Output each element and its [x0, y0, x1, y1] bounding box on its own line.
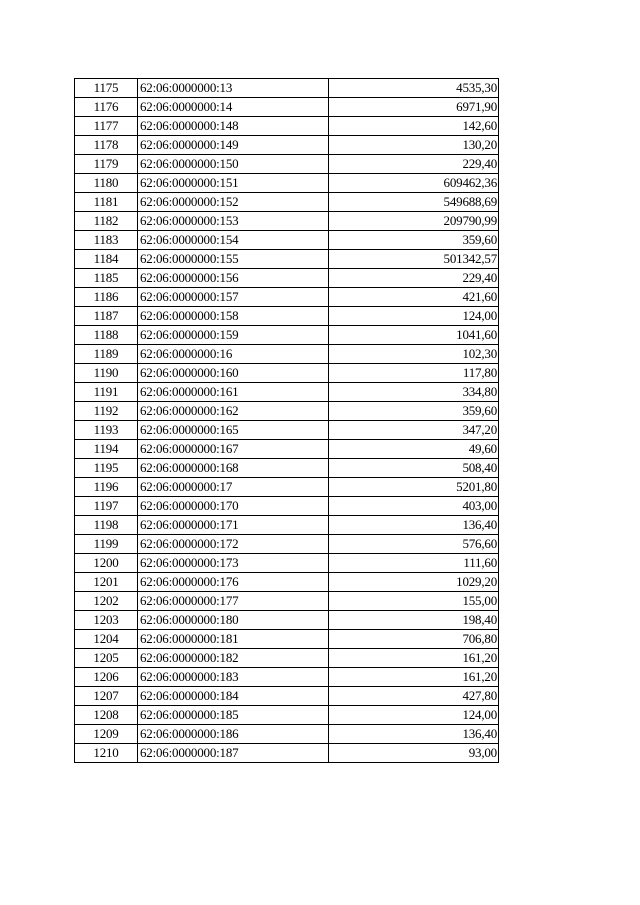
cadastral-number-cell: 62:06:0000000:152	[138, 193, 329, 212]
row-number-cell: 1189	[75, 345, 138, 364]
value-cell: 117,80	[329, 364, 499, 383]
table-row	[75, 744, 499, 763]
cadastral-number-cell: 62:06:0000000:153	[138, 212, 329, 231]
value-cell: 576,60	[329, 535, 499, 554]
value-cell: 111,60	[329, 554, 499, 573]
cadastral-number-cell: 62:06:0000000:150	[138, 155, 329, 174]
cadastral-number-cell: 62:06:0000000:177	[138, 592, 329, 611]
cadastral-number-cell: 62:06:0000000:186	[138, 725, 329, 744]
table-row	[75, 459, 499, 478]
row-number-cell: 1202	[75, 592, 138, 611]
value-cell: 5201,80	[329, 478, 499, 497]
table-row	[75, 421, 499, 440]
value-cell: 49,60	[329, 440, 499, 459]
cadastral-number-cell: 62:06:0000000:151	[138, 174, 329, 193]
value-cell: 229,40	[329, 155, 499, 174]
cadastral-number-cell: 62:06:0000000:176	[138, 573, 329, 592]
table-row	[75, 630, 499, 649]
table-row	[75, 592, 499, 611]
cadastral-number-cell: 62:06:0000000:167	[138, 440, 329, 459]
row-number-cell: 1191	[75, 383, 138, 402]
table-row	[75, 212, 499, 231]
cadastral-number-cell: 62:06:0000000:158	[138, 307, 329, 326]
cadastral-number-cell: 62:06:0000000:16	[138, 345, 329, 364]
table-row	[75, 649, 499, 668]
table-row	[75, 497, 499, 516]
table-row	[75, 193, 499, 212]
cadastral-number-cell: 62:06:0000000:185	[138, 706, 329, 725]
value-cell: 427,80	[329, 687, 499, 706]
row-number-cell: 1187	[75, 307, 138, 326]
row-number-cell: 1203	[75, 611, 138, 630]
cadastral-number-cell: 62:06:0000000:182	[138, 649, 329, 668]
row-number-cell: 1206	[75, 668, 138, 687]
value-cell: 198,40	[329, 611, 499, 630]
table-row	[75, 687, 499, 706]
row-number-cell: 1201	[75, 573, 138, 592]
cadastral-number-cell: 62:06:0000000:180	[138, 611, 329, 630]
table-row	[75, 383, 499, 402]
row-number-cell: 1178	[75, 136, 138, 155]
cadastral-number-cell: 62:06:0000000:183	[138, 668, 329, 687]
table-body	[75, 79, 499, 763]
row-number-cell: 1181	[75, 193, 138, 212]
table-row	[75, 117, 499, 136]
cadastral-number-cell: 62:06:0000000:155	[138, 250, 329, 269]
table-row	[75, 307, 499, 326]
table-row	[75, 706, 499, 725]
value-cell: 421,60	[329, 288, 499, 307]
value-cell: 142,60	[329, 117, 499, 136]
cadastral-number-cell: 62:06:0000000:170	[138, 497, 329, 516]
value-cell: 161,20	[329, 668, 499, 687]
cadastral-number-cell: 62:06:0000000:149	[138, 136, 329, 155]
row-number-cell: 1205	[75, 649, 138, 668]
value-cell: 4535,30	[329, 79, 499, 98]
value-cell: 124,00	[329, 307, 499, 326]
table-row	[75, 611, 499, 630]
row-number-cell: 1183	[75, 231, 138, 250]
cadastral-number-cell: 62:06:0000000:184	[138, 687, 329, 706]
row-number-cell: 1208	[75, 706, 138, 725]
value-cell: 508,40	[329, 459, 499, 478]
cadastral-number-cell: 62:06:0000000:159	[138, 326, 329, 345]
table-row	[75, 402, 499, 421]
row-number-cell: 1210	[75, 744, 138, 763]
row-number-cell: 1195	[75, 459, 138, 478]
table-row	[75, 440, 499, 459]
table-row	[75, 250, 499, 269]
value-cell: 609462,36	[329, 174, 499, 193]
row-number-cell: 1180	[75, 174, 138, 193]
value-cell: 93,00	[329, 744, 499, 763]
cadastral-number-cell: 62:06:0000000:157	[138, 288, 329, 307]
value-cell: 347,20	[329, 421, 499, 440]
cadastral-number-cell: 62:06:0000000:13	[138, 79, 329, 98]
table-row	[75, 98, 499, 117]
table-row	[75, 288, 499, 307]
table-row	[75, 364, 499, 383]
table-row	[75, 155, 499, 174]
row-number-cell: 1193	[75, 421, 138, 440]
table-row	[75, 136, 499, 155]
cadastral-number-cell: 62:06:0000000:14	[138, 98, 329, 117]
value-cell: 155,00	[329, 592, 499, 611]
cadastral-number-cell: 62:06:0000000:161	[138, 383, 329, 402]
row-number-cell: 1186	[75, 288, 138, 307]
cadastral-number-cell: 62:06:0000000:162	[138, 402, 329, 421]
value-cell: 229,40	[329, 269, 499, 288]
row-number-cell: 1197	[75, 497, 138, 516]
value-cell: 130,20	[329, 136, 499, 155]
cadastral-number-cell: 62:06:0000000:148	[138, 117, 329, 136]
value-cell: 209790,99	[329, 212, 499, 231]
row-number-cell: 1209	[75, 725, 138, 744]
table-row	[75, 668, 499, 687]
table-row	[75, 345, 499, 364]
row-number-cell: 1185	[75, 269, 138, 288]
row-number-cell: 1192	[75, 402, 138, 421]
row-number-cell: 1199	[75, 535, 138, 554]
cadastral-number-cell: 62:06:0000000:165	[138, 421, 329, 440]
table-row	[75, 573, 499, 592]
cadastral-number-cell: 62:06:0000000:171	[138, 516, 329, 535]
value-cell: 359,60	[329, 231, 499, 250]
cadastral-number-cell: 62:06:0000000:181	[138, 630, 329, 649]
cadastral-number-cell: 62:06:0000000:173	[138, 554, 329, 573]
value-cell: 161,20	[329, 649, 499, 668]
cadastral-number-cell: 62:06:0000000:160	[138, 364, 329, 383]
row-number-cell: 1198	[75, 516, 138, 535]
value-cell: 549688,69	[329, 193, 499, 212]
cadastral-value-table	[74, 78, 499, 763]
row-number-cell: 1182	[75, 212, 138, 231]
table-row	[75, 326, 499, 345]
row-number-cell: 1207	[75, 687, 138, 706]
value-cell: 102,30	[329, 345, 499, 364]
row-number-cell: 1176	[75, 98, 138, 117]
cadastral-number-cell: 62:06:0000000:156	[138, 269, 329, 288]
row-number-cell: 1175	[75, 79, 138, 98]
table-row	[75, 478, 499, 497]
cadastral-number-cell: 62:06:0000000:17	[138, 478, 329, 497]
value-cell: 124,00	[329, 706, 499, 725]
row-number-cell: 1184	[75, 250, 138, 269]
table-row	[75, 79, 499, 98]
row-number-cell: 1196	[75, 478, 138, 497]
value-cell: 1029,20	[329, 573, 499, 592]
cadastral-number-cell: 62:06:0000000:168	[138, 459, 329, 478]
row-number-cell: 1179	[75, 155, 138, 174]
row-number-cell: 1194	[75, 440, 138, 459]
table-row	[75, 554, 499, 573]
table-row	[75, 725, 499, 744]
value-cell: 706,80	[329, 630, 499, 649]
row-number-cell: 1200	[75, 554, 138, 573]
value-cell: 359,60	[329, 402, 499, 421]
value-cell: 136,40	[329, 516, 499, 535]
value-cell: 501342,57	[329, 250, 499, 269]
value-cell: 136,40	[329, 725, 499, 744]
table-row	[75, 516, 499, 535]
table-row	[75, 231, 499, 250]
value-cell: 334,80	[329, 383, 499, 402]
value-cell: 1041,60	[329, 326, 499, 345]
table-row	[75, 174, 499, 193]
row-number-cell: 1190	[75, 364, 138, 383]
row-number-cell: 1188	[75, 326, 138, 345]
cadastral-number-cell: 62:06:0000000:154	[138, 231, 329, 250]
row-number-cell: 1204	[75, 630, 138, 649]
value-cell: 6971,90	[329, 98, 499, 117]
cadastral-number-cell: 62:06:0000000:187	[138, 744, 329, 763]
value-cell: 403,00	[329, 497, 499, 516]
row-number-cell: 1177	[75, 117, 138, 136]
cadastral-number-cell: 62:06:0000000:172	[138, 535, 329, 554]
table-row	[75, 269, 499, 288]
table-row	[75, 535, 499, 554]
